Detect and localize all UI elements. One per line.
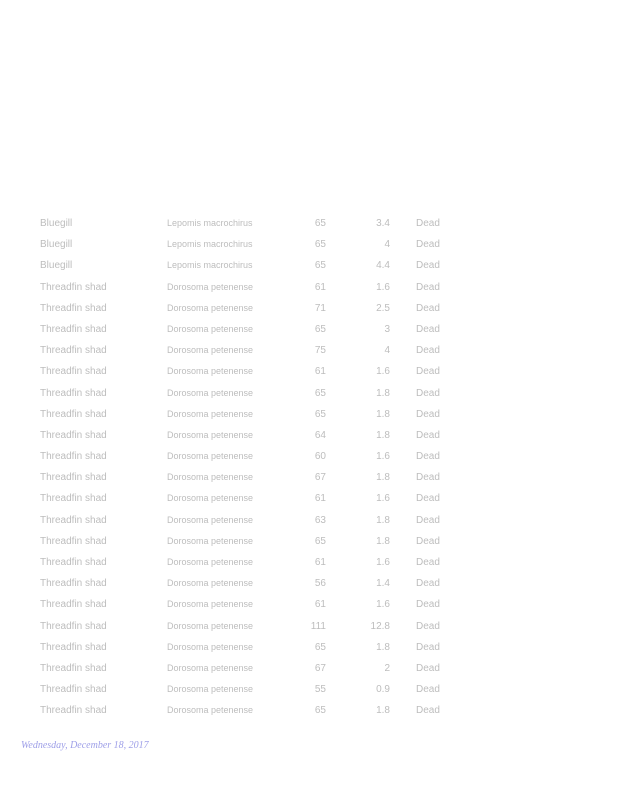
scientific-name-cell: Lepomis macrochirus [167, 218, 253, 228]
length-cell: 65 [314, 408, 326, 420]
weight-cell: 3 [384, 323, 390, 335]
common-name-cell: Threadfin shad [40, 345, 107, 357]
length-cell: 65 [314, 323, 326, 335]
weight-cell: 1.6 [376, 599, 390, 611]
table-row [40, 467, 440, 488]
common-name-cell: Threadfin shad [40, 684, 107, 696]
table-row [40, 446, 440, 467]
scientific-name-cell: Dorosoma petenense [167, 429, 254, 440]
table-row [40, 531, 440, 552]
scientific-name-cell: Dorosoma petenense [167, 514, 254, 525]
table-row [40, 234, 440, 255]
common-name-cell: Threadfin shad [40, 599, 107, 611]
common-name-cell: Threadfin shad [40, 472, 107, 484]
scientific-name-cell: Dorosoma petenense [167, 599, 254, 610]
status-cell: Dead [416, 218, 440, 229]
table-row [40, 616, 440, 637]
weight-cell: 4 [384, 239, 390, 251]
scientific-name-cell: Dorosoma petenense [167, 684, 254, 695]
common-name-cell: Threadfin shad [40, 429, 107, 441]
status-cell: Dead [416, 535, 440, 547]
common-name-cell: Threadfin shad [40, 323, 107, 335]
table-row [40, 277, 440, 298]
weight-cell: 3.4 [376, 218, 390, 229]
table-row [40, 255, 440, 276]
table-row [40, 594, 440, 615]
length-cell: 65 [314, 239, 326, 251]
scientific-name-cell: Lepomis macrochirus [167, 239, 253, 250]
table-row [40, 319, 440, 340]
length-cell: 65 [314, 387, 326, 399]
common-name-cell: Threadfin shad [40, 705, 107, 717]
common-name-cell: Threadfin shad [40, 620, 107, 632]
scientific-name-cell: Dorosoma petenense [167, 557, 254, 567]
weight-cell: 12.8 [370, 620, 390, 632]
weight-cell: 1.8 [376, 705, 390, 717]
status-cell: Dead [416, 281, 440, 293]
scientific-name-cell: Dorosoma petenense [167, 408, 254, 419]
weight-cell: 1.8 [376, 535, 390, 547]
length-cell: 61 [314, 599, 326, 611]
table-row [40, 298, 440, 319]
common-name-cell: Threadfin shad [40, 387, 107, 399]
status-cell: Dead [416, 408, 440, 420]
weight-cell: 0.9 [376, 684, 390, 696]
weight-cell: 1.6 [376, 451, 390, 463]
weight-cell: 1.8 [376, 514, 390, 526]
weight-cell: 1.8 [376, 641, 390, 653]
scientific-name-cell: Dorosoma petenense [167, 366, 254, 377]
table-row [40, 700, 440, 721]
length-cell: 65 [314, 705, 326, 717]
table-row [40, 658, 440, 679]
scientific-name-cell: Dorosoma petenense [167, 387, 254, 398]
weight-cell: 1.8 [376, 429, 390, 441]
status-cell: Dead [416, 493, 440, 505]
table-row [40, 637, 440, 658]
footer-date: Wednesday, December 18, 2017 [21, 740, 149, 751]
table-row [40, 573, 440, 594]
weight-cell: 1.8 [376, 387, 390, 399]
common-name-cell: Threadfin shad [40, 578, 107, 590]
common-name-cell: Threadfin shad [40, 535, 107, 547]
scientific-name-cell: Dorosoma petenense [167, 345, 254, 356]
table-row [40, 679, 440, 700]
weight-cell: 1.8 [376, 408, 390, 420]
fish-data-table [40, 213, 440, 722]
weight-cell: 2.5 [376, 302, 390, 314]
weight-cell: 1.6 [376, 366, 390, 378]
length-cell: 67 [314, 662, 326, 674]
length-cell: 64 [314, 429, 326, 441]
common-name-cell: Threadfin shad [40, 302, 107, 314]
weight-cell: 1.4 [376, 578, 390, 590]
length-cell: 111 [310, 620, 326, 632]
common-name-cell: Bluegill [40, 239, 73, 251]
scientific-name-cell: Dorosoma petenense [167, 641, 254, 652]
length-cell: 67 [314, 472, 326, 484]
common-name-cell: Threadfin shad [40, 514, 107, 526]
length-cell: 61 [314, 557, 326, 568]
status-cell: Dead [416, 662, 440, 674]
common-name-cell: Threadfin shad [40, 493, 107, 505]
table-row [40, 361, 440, 382]
length-cell: 65 [314, 218, 326, 229]
table-row [40, 340, 440, 361]
status-cell: Dead [416, 557, 440, 568]
scientific-name-cell: Dorosoma petenense [167, 535, 254, 546]
length-cell: 65 [314, 641, 326, 653]
scientific-name-cell: Dorosoma petenense [167, 620, 254, 631]
status-cell: Dead [416, 345, 440, 357]
length-cell: 71 [314, 302, 326, 314]
scientific-name-cell: Lepomis macrochirus [167, 260, 253, 271]
scientific-name-cell: Dorosoma petenense [167, 323, 254, 334]
status-cell: Dead [416, 620, 440, 632]
length-cell: 61 [314, 366, 326, 378]
length-cell: 55 [314, 684, 326, 696]
status-cell: Dead [416, 451, 440, 463]
status-cell: Dead [416, 302, 440, 314]
weight-cell: 1.6 [376, 493, 390, 505]
table-row [40, 213, 440, 234]
table-row [40, 425, 440, 446]
common-name-cell: Threadfin shad [40, 281, 107, 293]
table-row [40, 383, 440, 404]
common-name-cell: Threadfin shad [40, 641, 107, 653]
table-row [40, 552, 440, 573]
length-cell: 65 [314, 260, 326, 272]
scientific-name-cell: Dorosoma petenense [167, 662, 254, 673]
status-cell: Dead [416, 323, 440, 335]
weight-cell: 4.4 [376, 260, 390, 272]
status-cell: Dead [416, 578, 440, 590]
status-cell: Dead [416, 705, 440, 717]
weight-cell: 1.6 [376, 557, 390, 568]
status-cell: Dead [416, 239, 440, 251]
status-cell: Dead [416, 641, 440, 653]
length-cell: 65 [314, 535, 326, 547]
common-name-cell: Bluegill [40, 260, 73, 272]
weight-cell: 4 [384, 345, 390, 357]
status-cell: Dead [416, 366, 440, 378]
common-name-cell: Bluegill [40, 218, 73, 229]
scientific-name-cell: Dorosoma petenense [167, 578, 254, 589]
status-cell: Dead [416, 599, 440, 611]
status-cell: Dead [416, 514, 440, 526]
length-cell: 63 [314, 514, 326, 526]
length-cell: 56 [314, 578, 326, 590]
weight-cell: 1.6 [376, 281, 390, 293]
status-cell: Dead [416, 472, 440, 484]
length-cell: 61 [314, 281, 326, 293]
weight-cell: 1.8 [376, 472, 390, 484]
status-cell: Dead [416, 429, 440, 441]
scientific-name-cell: Dorosoma petenense [167, 472, 254, 483]
length-cell: 75 [314, 345, 326, 357]
table-row [40, 488, 440, 509]
common-name-cell: Threadfin shad [40, 451, 107, 463]
scientific-name-cell: Dorosoma petenense [167, 281, 254, 292]
scientific-name-cell: Dorosoma petenense [167, 705, 254, 716]
length-cell: 61 [314, 493, 326, 505]
weight-cell: 2 [384, 662, 390, 674]
common-name-cell: Threadfin shad [40, 408, 107, 420]
status-cell: Dead [416, 387, 440, 399]
common-name-cell: Threadfin shad [40, 662, 107, 674]
status-cell: Dead [416, 260, 440, 272]
status-cell: Dead [416, 684, 440, 696]
length-cell: 60 [314, 451, 326, 463]
common-name-cell: Threadfin shad [40, 366, 107, 378]
table-row [40, 510, 440, 531]
table-row [40, 404, 440, 425]
scientific-name-cell: Dorosoma petenense [167, 493, 254, 504]
scientific-name-cell: Dorosoma petenense [167, 302, 254, 313]
scientific-name-cell: Dorosoma petenense [167, 451, 254, 462]
common-name-cell: Threadfin shad [40, 557, 107, 568]
